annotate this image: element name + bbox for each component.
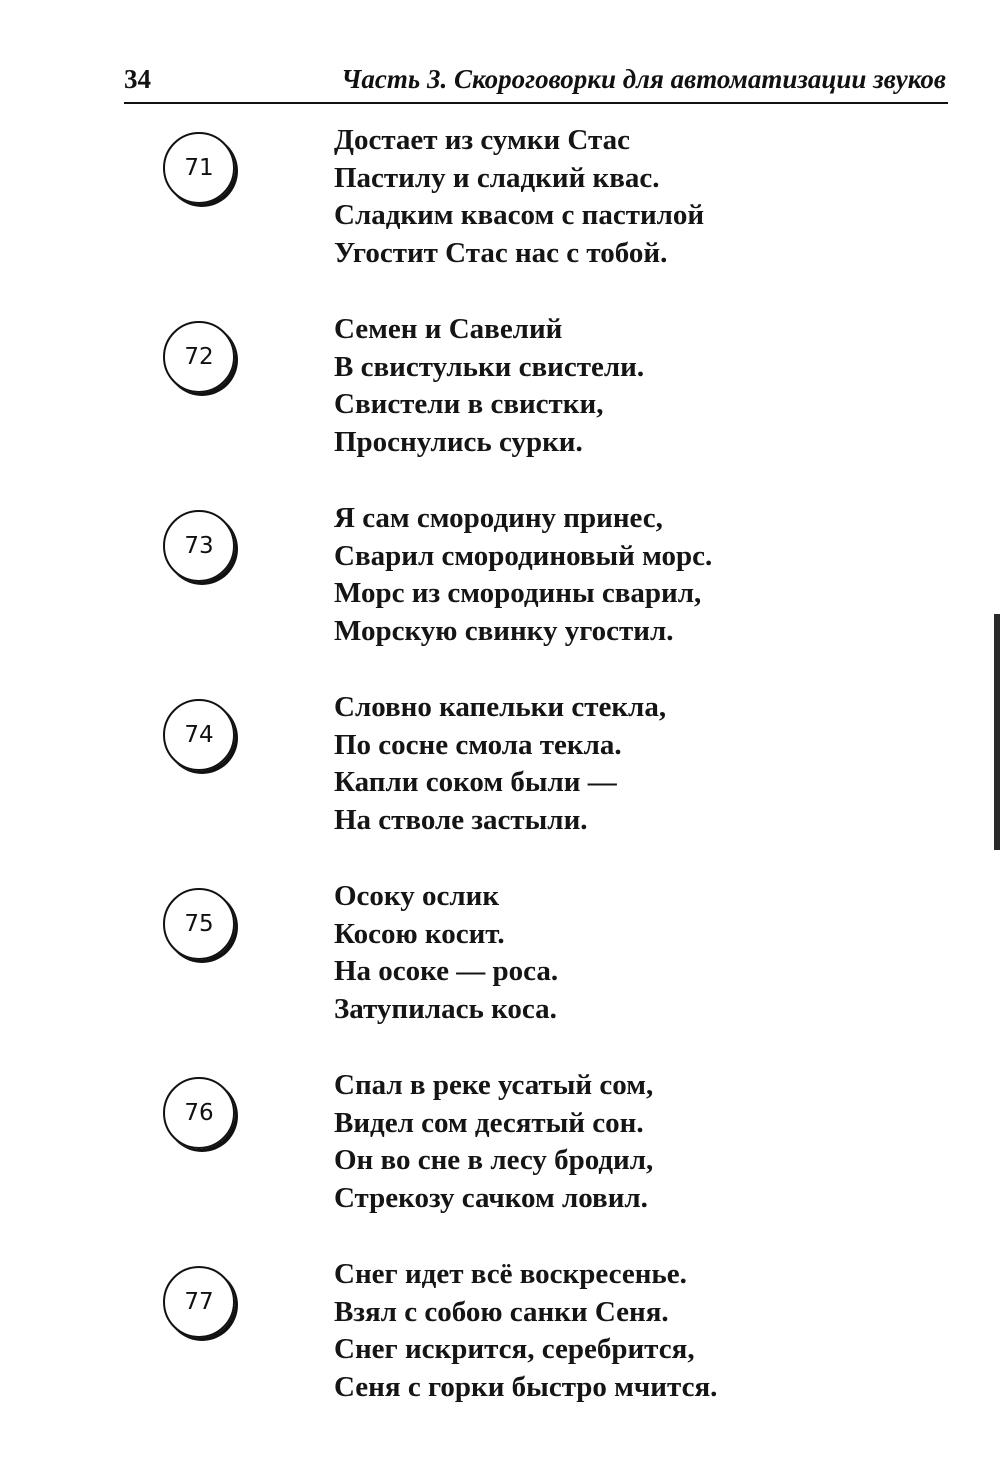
verse-line: Спал в реке усатый сом, xyxy=(334,1069,654,1101)
verse-number-badge: 77 xyxy=(163,1266,235,1338)
page-number: 34 xyxy=(124,64,151,94)
verse-number-badge: 75 xyxy=(163,888,235,960)
verse-line: Сладким квасом с пастилой xyxy=(334,199,705,231)
verse-number-badge: 72 xyxy=(163,321,235,393)
verse-line: Стрекозу сачком ловил. xyxy=(334,1181,648,1214)
verse-line: Сварил смородиновый морс. xyxy=(334,539,713,572)
verse-lines xyxy=(334,311,644,461)
verse-line: Видел сом десятый сон. xyxy=(334,1106,644,1139)
verse-line: Он во сне в лесу бродил, xyxy=(334,1144,654,1176)
verse-line: Затупилась коса. xyxy=(334,992,557,1025)
verse-line: Морскую свинку угостил. xyxy=(334,614,674,647)
verse-lines xyxy=(334,122,704,272)
verse-line: Достает из сумки Стас xyxy=(334,124,630,156)
verse-line: Снег идет всё воскресенье. xyxy=(334,1258,687,1290)
tongue-twister-76 xyxy=(0,1065,1000,1254)
verse-lines xyxy=(334,500,712,650)
tongue-twister-71 xyxy=(0,120,1000,309)
verse-line: Свистели в свистки, xyxy=(334,388,604,420)
verse-line: Снег искрится, серебрится, xyxy=(334,1333,695,1365)
verse-line: Взял с собою санки Сеня. xyxy=(334,1295,669,1328)
verse-line: Сеня с горки быстро мчится. xyxy=(334,1370,718,1403)
page-edge-shadow xyxy=(994,614,1000,850)
tongue-twister-72 xyxy=(0,309,1000,498)
verse-line: Морс из смородины сварил, xyxy=(334,577,702,609)
verse-line: Осоку ослик xyxy=(334,880,500,912)
verse-lines xyxy=(334,1256,717,1406)
tongue-twister-73 xyxy=(0,498,1000,687)
verse-number-badge: 71 xyxy=(163,132,235,204)
verse-line: Угостит Стас нас с тобой. xyxy=(334,236,668,269)
verse-line: Проснулись сурки. xyxy=(334,425,583,458)
verse-number-badge: 76 xyxy=(163,1077,235,1149)
verse-line: Я сам смородину принес, xyxy=(334,502,663,534)
verse-line: На осоке — роса. xyxy=(334,955,559,987)
verse-line: Косою косит. xyxy=(334,917,505,950)
verse-lines xyxy=(334,689,666,839)
verse-line: На стволе застыли. xyxy=(334,803,588,836)
verse-line: Семен и Савелий xyxy=(334,313,563,345)
verse-line: Капли соком были — xyxy=(334,766,617,798)
verse-lines xyxy=(334,1067,653,1217)
verse-line: Словно капельки стекла, xyxy=(334,691,667,723)
running-title: Часть 3. Скороговорки для автоматизации звуков xyxy=(341,64,946,94)
tongue-twister-77 xyxy=(0,1254,1000,1443)
verse-number-badge: 73 xyxy=(163,510,235,582)
verse-number-badge: 74 xyxy=(163,699,235,771)
tongue-twister-75 xyxy=(0,876,1000,1065)
verse-line: По сосне смола текла. xyxy=(334,728,622,761)
tongue-twister-list xyxy=(0,120,1000,1443)
tongue-twister-74 xyxy=(0,687,1000,876)
verse-line: Пастилу и сладкий квас. xyxy=(334,161,660,194)
page-header xyxy=(124,62,948,104)
verse-line: В свистульки свистели. xyxy=(334,350,645,383)
verse-lines xyxy=(334,878,558,1028)
